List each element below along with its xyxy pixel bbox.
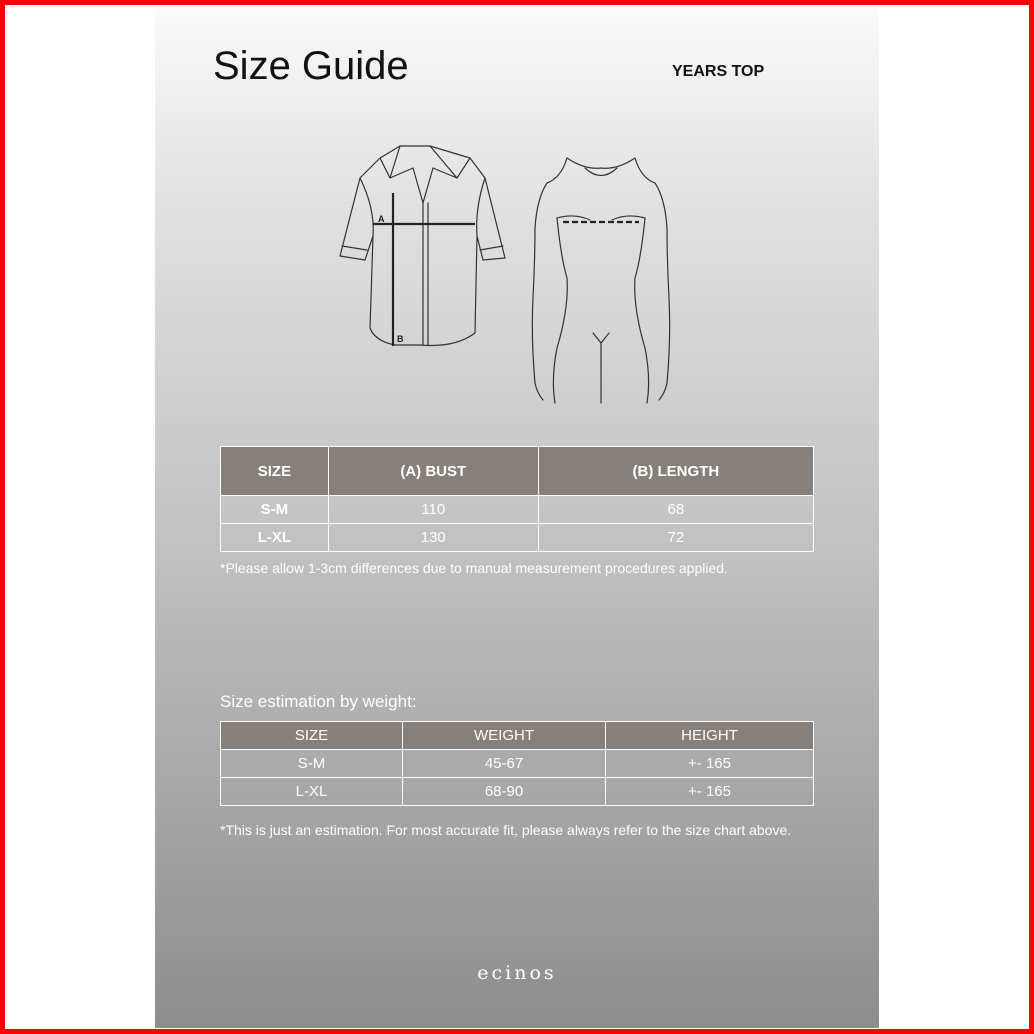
cell-size: S-M <box>221 496 329 524</box>
garment-illustration <box>335 138 675 413</box>
cell-bust: 110 <box>328 496 538 524</box>
table-row <box>221 524 814 552</box>
table-row <box>221 750 814 778</box>
weight-chart-table <box>220 721 814 806</box>
table-header-row <box>221 447 814 496</box>
cell-length: 68 <box>538 496 813 524</box>
header-weight: WEIGHT <box>403 722 606 750</box>
size-guide-page <box>155 8 879 1028</box>
label-a: A <box>378 214 385 224</box>
cell-size: L-XL <box>221 524 329 552</box>
cell-weight: 45-67 <box>403 750 606 778</box>
label-b: B <box>397 334 404 344</box>
measurement-note: *Please allow 1-3cm differences due to manual measurement procedures applied. <box>220 560 728 576</box>
table-header-row <box>221 722 814 750</box>
product-name: YEARS TOP <box>672 63 765 80</box>
header-bust: (A) BUST <box>328 447 538 496</box>
page-title: Size Guide <box>213 44 409 88</box>
header-height: HEIGHT <box>606 722 814 750</box>
table-row <box>221 496 814 524</box>
header-length: (B) LENGTH <box>538 447 813 496</box>
brand-logo: ecinos <box>477 962 557 984</box>
size-chart-table <box>220 446 814 552</box>
cell-size: L-XL <box>221 778 403 806</box>
header-size: SIZE <box>221 722 403 750</box>
weight-section-heading: Size estimation by weight: <box>220 692 417 711</box>
cell-bust: 130 <box>328 524 538 552</box>
cell-size: S-M <box>221 750 403 778</box>
cell-height: +- 165 <box>606 778 814 806</box>
estimation-note: *This is just an estimation. For most accurate fit, please always refer to the size chart above. <box>220 822 792 838</box>
cell-height: +- 165 <box>606 750 814 778</box>
header-size: SIZE <box>221 447 329 496</box>
cell-length: 72 <box>538 524 813 552</box>
table-row <box>221 778 814 806</box>
cell-weight: 68-90 <box>403 778 606 806</box>
